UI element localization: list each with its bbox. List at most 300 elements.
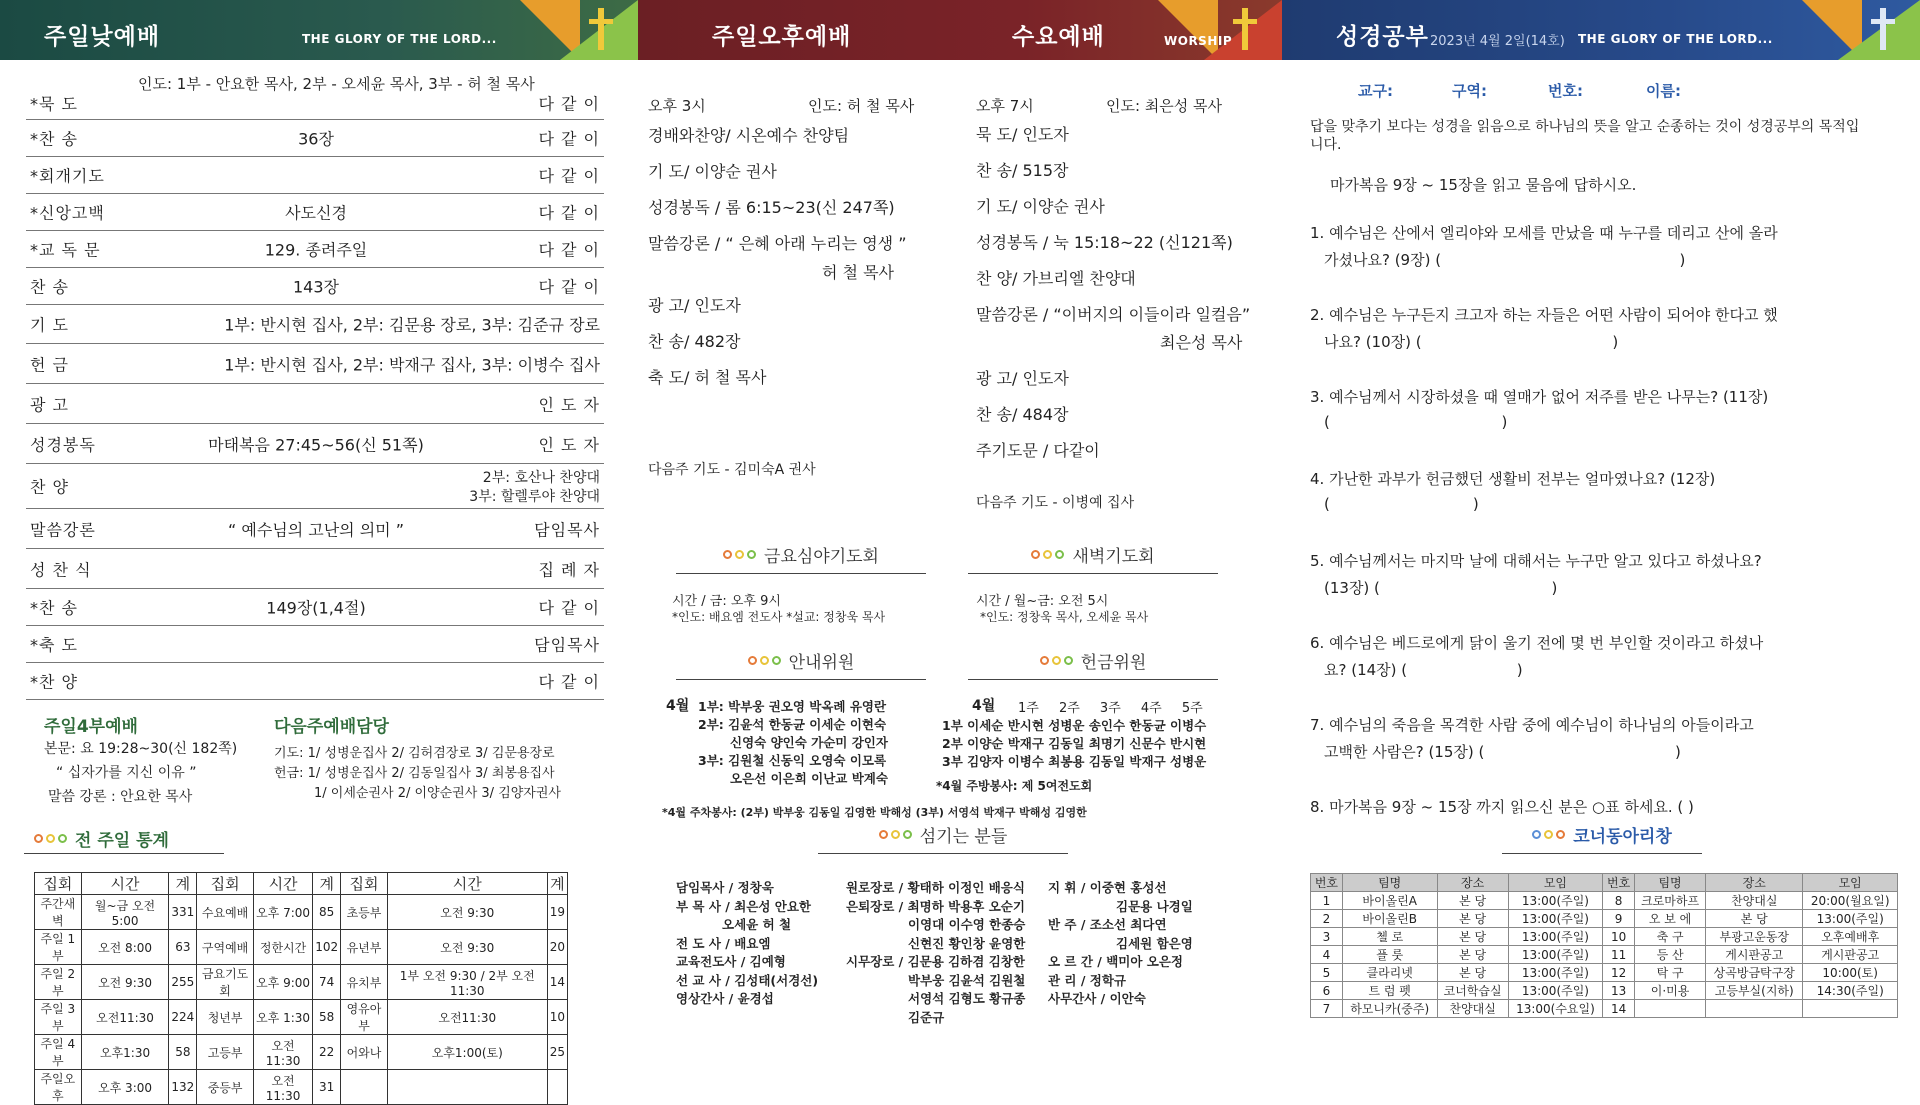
corner-cell: 본 당 [1437, 892, 1508, 910]
order-row [26, 157, 604, 194]
stats-cell: 74 [313, 965, 341, 1000]
corner-cell: 찬양대실 [1437, 1000, 1508, 1018]
offering-line: 2부 이양순 박재구 김동일 최명기 신문수 반시현 [942, 734, 1206, 752]
corner-cell: 12 [1603, 964, 1635, 982]
order-row [26, 120, 604, 157]
order-row [26, 268, 604, 305]
order-row [26, 86, 604, 120]
corner-cell [1635, 1000, 1706, 1018]
afternoon-line: 허 철 목사 [822, 260, 894, 283]
corner-cell: 이·미용 [1635, 982, 1706, 1000]
corner-cell: 4 [1311, 946, 1343, 964]
corner-cell: 크로마하프 [1635, 892, 1706, 910]
order-row [26, 194, 604, 231]
usher-line: 3부: 김원철 신동익 오영숙 이모록 [698, 751, 886, 769]
order-content: “ 예수님의 고난의 의미 ” [228, 517, 404, 540]
bible-instruction: 마가복음 9장 ~ 15장을 읽고 물음에 답하시오. [1330, 174, 1636, 195]
afternoon-line: 기 도/ 이양순 권사 [648, 159, 777, 182]
corner-row [1311, 1000, 1898, 1018]
next-week-text: 헌금: 1/ 성병운집사 2/ 김동일집사 3/ 최봉용집사 [274, 762, 555, 781]
staff-line: 전 도 사 / 배요엠 [676, 934, 770, 952]
stats-cell: 어와나 [341, 1035, 388, 1070]
morning-title: 주일낮예배 [44, 18, 160, 51]
order-content: 마태복음 27:45~56(신 51쪽) [208, 432, 424, 455]
stats-table [34, 872, 568, 1105]
order-row [26, 509, 604, 549]
staff-title: 섬기는 분들 [818, 822, 1068, 847]
order-label: *찬 송 [30, 596, 78, 619]
wednesday-line: 찬 송/ 484장 [976, 402, 1068, 425]
stats-cell: 고등부 [197, 1035, 254, 1070]
stats-row [35, 1000, 568, 1035]
corner-row [1311, 982, 1898, 1000]
order-person: 집 례 자 [538, 557, 600, 580]
question-line: 2. 예수님은 누구든지 크고자 하는 자들은 어떤 사람이 되어야 한다고 했 [1310, 304, 1778, 325]
corner-cell: 플 룻 [1342, 946, 1437, 964]
order-person: 다 같 이 [538, 596, 600, 619]
stats-cell: 오후1:30 [81, 1035, 169, 1070]
corner-table [1310, 873, 1898, 1018]
stats-title [34, 826, 169, 851]
bible-column [1282, 60, 1920, 1061]
corner-row [1311, 910, 1898, 928]
order-label: 성 찬 식 [30, 557, 92, 580]
stats-cell: 오후 3:00 [81, 1070, 169, 1105]
usher-line: 오은선 이은희 이난교 박계숙 [730, 769, 888, 787]
order-label: 광 고 [30, 392, 69, 415]
corner-row [1311, 892, 1898, 910]
order-label: *회개기도 [30, 164, 105, 187]
stats-cell: 오전 9:30 [81, 965, 169, 1000]
corner-cell: 13:00(수요일) [1508, 1000, 1603, 1018]
corner-cell: 13:00(주일) [1508, 946, 1603, 964]
corner-cell: 13:00(주일) [1508, 910, 1603, 928]
corner-cell [1706, 1000, 1803, 1018]
corner-cell: 장소 [1437, 874, 1508, 892]
stats-cell: 255 [169, 965, 197, 1000]
corner-cell: 게시판공고 [1706, 946, 1803, 964]
stats-cell: 오전11:30 [81, 1000, 169, 1035]
order-label: 찬 송 [30, 275, 69, 298]
corner-cell: 팀명 [1635, 874, 1706, 892]
bible-field-3: 이름: [1646, 80, 1681, 101]
corner-cell: 13:00(주일) [1508, 892, 1603, 910]
afternoon-line: 찬 송/ 482장 [648, 329, 740, 352]
usher-line: 신영숙 양인숙 가순미 강인자 [730, 733, 888, 751]
corner-cell: 11 [1603, 946, 1635, 964]
corner-cell: 본 당 [1437, 910, 1508, 928]
order-person: 3부: 할렐루야 찬양대 [469, 486, 600, 506]
corner-cell: 본 당 [1437, 946, 1508, 964]
stats-cell: 시간 [81, 873, 169, 895]
cross-icon [1242, 8, 1248, 50]
corner-cell: 게시판공고 [1803, 946, 1898, 964]
wednesday-line: 찬 송/ 515장 [976, 158, 1068, 181]
corner-cell: 바이올린A [1342, 892, 1437, 910]
afternoon-title: 주일오후예배 [712, 18, 851, 51]
morning-subtitle: THE GLORY OF THE LORD... [302, 32, 497, 46]
ushers-month: 4월 [666, 695, 689, 715]
stats-cell: 오후 9:00 [253, 965, 312, 1000]
wednesday-line: 광 고/ 인도자 [976, 366, 1069, 389]
stats-cell: 58 [169, 1035, 197, 1070]
stats-cell: 오전 9:30 [387, 930, 547, 965]
offering-month: 4월 [972, 695, 995, 715]
staff-line: 부 목 사 / 최은성 안요한 [676, 897, 811, 915]
stats-cell: 오후 7:00 [253, 895, 312, 930]
afternoon-line: 축 도/ 허 철 목사 [648, 365, 766, 388]
corner-cell: 본 당 [1706, 910, 1803, 928]
morning-header [0, 0, 638, 60]
staff-line: 영상간사 / 윤경섭 [676, 989, 774, 1007]
corner-cell: 3 [1311, 928, 1343, 946]
offering-line: 3부 김양자 이병수 최봉용 김동일 박재구 성병운 [942, 752, 1206, 770]
afternoon-line: 말씀강론 / “ 은혜 아래 누리는 영생 ” [648, 231, 907, 254]
corner-row [1311, 928, 1898, 946]
question-line: 1. 예수님은 산에서 엘리야와 모세를 만났을 때 누구를 데리고 산에 올라 [1310, 222, 1778, 243]
stats-cell: 오후 1:30 [253, 1000, 312, 1035]
order-label: *묵 도 [30, 91, 78, 114]
order-label: 찬 양 [30, 475, 69, 498]
order-content: 36장 [298, 127, 334, 150]
staff-line: 관 리 / 정학규 [1048, 971, 1126, 989]
staff-line: 김준규 [908, 1008, 944, 1026]
corner-cell: 축 구 [1635, 928, 1706, 946]
question-answer: (13장) ( ) [1324, 577, 1557, 598]
question-line: 6. 예수님은 베드로에게 닭이 울기 전에 몇 번 부인할 것이라고 하셨나 [1310, 632, 1763, 653]
corner-cell: 6 [1311, 982, 1343, 1000]
morning-column [0, 60, 638, 1061]
bible-header [1282, 0, 1920, 60]
order-person: 다 같 이 [538, 238, 600, 261]
question-answer: 가셨나요? (9장) ( ) [1324, 249, 1685, 270]
corner-cell: 모임 [1803, 874, 1898, 892]
stats-cell: 102 [313, 930, 341, 965]
stats-cell [341, 1070, 388, 1105]
staff-line: 지 휘 / 이중현 홍성선 [1048, 878, 1167, 896]
order-row [26, 384, 604, 424]
bible-field-0: 교구: [1358, 80, 1393, 101]
corner-cell: 코너학습실 [1437, 982, 1508, 1000]
staff-line: 오세윤 허 철 [722, 915, 791, 933]
staff-line: 시무장로 / 김문용 김하겸 김창한 [846, 952, 1025, 970]
corner-cell: 고등부실(지하) [1706, 982, 1803, 1000]
stats-cell: 224 [169, 1000, 197, 1035]
dots-icon [34, 834, 67, 843]
corner-cell: 10 [1603, 928, 1635, 946]
corner-cell: 트 럼 펫 [1342, 982, 1437, 1000]
stats-cell: 집회 [341, 873, 388, 895]
stats-cell: 31 [313, 1070, 341, 1105]
corner-title: 코너동아리창 [1502, 822, 1702, 847]
stats-cell: 계 [547, 873, 567, 895]
stats-cell: 시간 [253, 873, 312, 895]
corner-cell: 클라리넷 [1342, 964, 1437, 982]
stats-cell: 1부 오전 9:30 / 2부 오전 11:30 [387, 965, 547, 1000]
stats-cell: 집회 [35, 873, 82, 895]
corner-cell: 2 [1311, 910, 1343, 928]
order-content: 사도신경 [285, 201, 347, 224]
order-label: 성경봉독 [30, 432, 96, 455]
next-week-text: 1/ 이세순권사 2/ 이양순권사 3/ 김양자권사 [314, 782, 561, 801]
stats-cell: 정한시간 [253, 930, 312, 965]
corner-cell: 하모니카(중주) [1342, 1000, 1437, 1018]
corner-row [1311, 874, 1898, 892]
order-content: 1부: 반시현 집사, 2부: 김문용 장로, 3부: 김준규 장로 [224, 313, 600, 336]
stats-cell: 구역예배 [197, 930, 254, 965]
order-label: 말씀강론 [30, 517, 96, 540]
staff-line: 교육전도사 / 김예형 [676, 952, 786, 970]
order-person: 다 같 이 [538, 670, 600, 693]
stats-cell: 청년부 [197, 1000, 254, 1035]
stats-cell: 계 [313, 873, 341, 895]
order-row [26, 344, 604, 384]
question-answer: 나요? (10장) ( ) [1324, 331, 1618, 352]
wednesday-line: 묵 도/ 인도자 [976, 122, 1069, 145]
corner-cell: 바이올린B [1342, 910, 1437, 928]
corner-cell: 찬양대실 [1706, 892, 1803, 910]
stats-row [35, 965, 568, 1000]
parking-duty: *4월 주차봉사: (2부) 박부웅 김동일 김영한 박해성 (3부) 서영석 박재구 박해성 김영한 [662, 804, 1087, 820]
order-content: 149장(1,4절) [266, 596, 365, 619]
bible-subtitle: THE GLORY OF THE LORD... [1578, 32, 1773, 46]
order-person: 인 도 자 [538, 392, 600, 415]
wednesday-line: 말씀강론 / “이버지의 이들이라 일컬음” [976, 302, 1250, 325]
stats-cell: 19 [547, 895, 567, 930]
stats-cell: 유년부 [341, 930, 388, 965]
part4-text: “ 십자가를 지신 이유 ” [56, 762, 197, 782]
stats-cell: 오전11:30 [253, 1035, 312, 1070]
stats-cell: 수요예배 [197, 895, 254, 930]
staff-line: 사무간사 / 이안숙 [1048, 989, 1146, 1007]
corner-cell: 13 [1603, 982, 1635, 1000]
stats-row [35, 930, 568, 965]
stats-row [35, 1070, 568, 1105]
order-person: 다 같 이 [538, 164, 600, 187]
stats-cell: 오전 8:00 [81, 930, 169, 965]
order-row [26, 464, 604, 509]
question-line: 4. 가난한 과부가 헌금했던 생활비 전부는 얼마였나요? (12장) [1310, 468, 1715, 489]
stats-cell: 오전11:30 [253, 1070, 312, 1105]
friday-leaders: *인도: 배요엠 전도사 *설교: 정창욱 목사 [672, 608, 885, 625]
bible-field-2: 번호: [1548, 80, 1583, 101]
stats-cell: 오전11:30 [387, 1000, 547, 1035]
order-person: 담임목사 [534, 633, 600, 656]
stats-cell [547, 1070, 567, 1105]
question-answer: ( ) [1324, 495, 1479, 513]
corner-cell: 5 [1311, 964, 1343, 982]
order-person: 다 같 이 [538, 127, 600, 150]
corner-cell: 오 보 에 [1635, 910, 1706, 928]
afternoon-column [638, 60, 1282, 1061]
next-week-text: 기도: 1/ 성병운집사 2/ 김허겸장로 3/ 김문용장로 [274, 742, 555, 761]
bible-title: 성경공부 [1336, 18, 1429, 51]
order-label: *신앙고백 [30, 201, 105, 224]
stats-cell: 10 [547, 1000, 567, 1035]
corner-cell: 번호 [1603, 874, 1635, 892]
bible-field-1: 구역: [1452, 80, 1487, 101]
bible-date: 2023년 4월 2일(14호) [1430, 30, 1565, 49]
wednesday-next-prayer: 다음주 기도 - 이병예 집사 [976, 492, 1134, 512]
afternoon-next-prayer: 다음주 기도 - 김미숙A 권사 [648, 459, 816, 479]
staff-line: 원로장로 / 황태하 이정인 배응식 [846, 878, 1025, 896]
stats-cell: 주일 2부 [35, 965, 82, 1000]
kitchen-duty: *4월 주방봉사: 제 5여전도회 [936, 777, 1092, 794]
order-person: 다 같 이 [538, 201, 600, 224]
corner-cell: 장소 [1706, 874, 1803, 892]
order-row [26, 626, 604, 663]
stats-cell: 25 [547, 1035, 567, 1070]
stats-cell: 계 [169, 873, 197, 895]
corner-cell: 10:00(토) [1803, 964, 1898, 982]
stats-cell: 초등부 [341, 895, 388, 930]
stats-cell: 주간새벽 [35, 895, 82, 930]
wednesday-line: 성경봉독 / 눅 15:18~22 (신121쪽) [976, 230, 1233, 253]
stats-title-text: 전 주일 통계 [75, 826, 169, 851]
usher-line: 2부: 김윤석 한동균 이세순 이현숙 [698, 715, 886, 733]
corner-cell: 14 [1603, 1000, 1635, 1018]
corner-cell: 본 당 [1437, 928, 1508, 946]
question-line: 5. 예수님께서는 마지막 날에 대해서는 누구만 알고 있다고 하셨나요? [1310, 550, 1762, 571]
corner-row [1311, 964, 1898, 982]
order-content: 129. 종려주일 [265, 238, 368, 261]
stats-row [35, 895, 568, 930]
stats-cell: 22 [313, 1035, 341, 1070]
worship-order [26, 86, 604, 736]
morning-leader-note: 인도: 1부 - 안요한 목사, 2부 - 오세윤 목사, 3부 - 허 철 목사 [138, 73, 535, 94]
stats-cell: 20 [547, 930, 567, 965]
corner-cell: 20:00(월요일) [1803, 892, 1898, 910]
part4-title: 주일4부예배 [44, 712, 138, 737]
wednesday-line: 최은성 목사 [1160, 330, 1242, 353]
stats-cell: 오전 9:30 [387, 895, 547, 930]
dawn-time: 시간 / 월~금: 오전 5시 [976, 590, 1108, 609]
corner-cell: 13:00(주일) [1508, 964, 1603, 982]
stats-cell: 주일 1부 [35, 930, 82, 965]
staff-line: 은퇴장로 / 최명하 박용후 오순기 [846, 897, 1025, 915]
corner-cell: 상곡방금탁구장 [1706, 964, 1803, 982]
staff-line: 김세원 함은영 [1116, 934, 1193, 952]
stats-row [35, 1035, 568, 1070]
corner-cell: 오후예배후 [1803, 928, 1898, 946]
corner-row [1311, 946, 1898, 964]
question-line: 3. 예수님께서 시장하셨을 때 열매가 없어 저주를 받은 나무는? (11장) [1310, 386, 1768, 407]
corner-cell: 탁 구 [1635, 964, 1706, 982]
stats-cell: 주일 4부 [35, 1035, 82, 1070]
staff-line: 반 주 / 조소선 최다연 [1048, 915, 1167, 933]
ushers-title: 안내위원 [676, 648, 926, 673]
staff-line: 박부웅 김윤석 김원철 [908, 971, 1025, 989]
corner-cell: 13:00(주일) [1508, 982, 1603, 1000]
usher-line: 1부: 박부웅 권오영 박옥례 유영란 [698, 697, 886, 715]
question-answer: 요? (14장) ( ) [1324, 659, 1523, 680]
afternoon-leader: 인도: 허 철 목사 [808, 95, 914, 116]
wednesday-line: 찬 양/ 가브리엘 찬양대 [976, 266, 1136, 289]
offering-weeks: 1주 2주 3주 4주 5주 [1018, 697, 1203, 716]
stats-cell: 주일오후 [35, 1070, 82, 1105]
corner-cell: 팀명 [1342, 874, 1437, 892]
stats-cell: 132 [169, 1070, 197, 1105]
wednesday-title: 수요예배 [1012, 18, 1105, 51]
corner-cell: 1 [1311, 892, 1343, 910]
corner-cell: 번호 [1311, 874, 1343, 892]
order-row [26, 549, 604, 589]
corner-cell: 등 산 [1635, 946, 1706, 964]
question-answer: ( ) [1324, 413, 1507, 431]
order-label: *찬 송 [30, 127, 78, 150]
order-label: 헌 금 [30, 352, 69, 375]
staff-line: 이영대 이수영 한종승 [908, 915, 1025, 933]
question-line: 8. 마가복음 9장 ~ 15장 까지 읽으신 분은 ○표 하세요. ( ) [1310, 796, 1694, 817]
order-row [26, 663, 604, 700]
staff-line: 담임목사 / 정창욱 [676, 878, 774, 896]
staff-line: 신현진 황인창 윤영한 [908, 934, 1025, 952]
stats-cell: 58 [313, 1000, 341, 1035]
stats-cell: 85 [313, 895, 341, 930]
cross-icon [1880, 8, 1886, 50]
corner-cell: 13:00(주일) [1508, 928, 1603, 946]
dawn-title: 새벽기도회 [968, 542, 1218, 567]
stats-cell [387, 1070, 547, 1105]
order-row [26, 589, 604, 626]
wednesday-time: 오후 7시 [976, 95, 1034, 116]
order-person: 다 같 이 [538, 91, 600, 114]
staff-line: 서영석 김형도 황규종 [908, 989, 1025, 1007]
stats-cell: 오후1:00(토) [387, 1035, 547, 1070]
stats-cell: 시간 [387, 873, 547, 895]
afternoon-time: 오후 3시 [648, 95, 706, 116]
wednesday-subtitle: WORSHIP [1164, 34, 1232, 48]
cross-icon [598, 8, 604, 50]
stats-cell: 월~금 오전 5:00 [81, 895, 169, 930]
corner-cell: 첼 로 [1342, 928, 1437, 946]
staff-line: 선 교 사 / 김성태(서경선) [676, 971, 818, 989]
afternoon-header [638, 0, 1282, 60]
stats-cell: 주일 3부 [35, 1000, 82, 1035]
stats-cell: 14 [547, 965, 567, 1000]
order-label: 기 도 [30, 313, 69, 336]
order-row [26, 305, 604, 344]
corner-cell: 8 [1603, 892, 1635, 910]
stats-row [35, 873, 568, 895]
corner-cell: 부광고운동장 [1706, 928, 1803, 946]
staff-line: 김문용 나경일 [1116, 897, 1193, 915]
order-person: 다 같 이 [538, 275, 600, 298]
friday-title: 금요심야기도회 [676, 542, 926, 567]
order-label: *축 도 [30, 633, 78, 656]
part4-text: 말씀 강론 : 안요한 목사 [48, 786, 192, 806]
stats-cell: 집회 [197, 873, 254, 895]
part4-text: 본문: 요 19:28~30(신 182쪽) [44, 738, 237, 758]
corner-cell: 7 [1311, 1000, 1343, 1018]
stats-cell: 금요기도회 [197, 965, 254, 1000]
order-content: 143장 [293, 275, 339, 298]
stats-cell: 331 [169, 895, 197, 930]
afternoon-line: 광 고/ 인도자 [648, 293, 741, 316]
corner-cell: 13:00(주일) [1803, 910, 1898, 928]
order-content: 1부: 반시현 집사, 2부: 박재구 집사, 3부: 이병수 집사 [224, 352, 600, 375]
stats-cell: 63 [169, 930, 197, 965]
offering-line: 1부 이세순 반시현 성병운 송인수 한동균 이병수 [942, 716, 1206, 734]
order-label: *찬 양 [30, 670, 78, 693]
stats-cell: 중등부 [197, 1070, 254, 1105]
corner-cell: 14:30(주일) [1803, 982, 1898, 1000]
order-row [26, 424, 604, 464]
order-label: *교 독 문 [30, 238, 101, 261]
order-row [26, 231, 604, 268]
bible-intro: 답을 맞추기 보다는 성경을 읽음으로 하나님의 뜻을 알고 순종하는 것이 성경공부의 목적입니다. [1310, 118, 1870, 154]
afternoon-line: 성경봉독 / 롬 6:15~23(신 247쪽) [648, 195, 895, 218]
